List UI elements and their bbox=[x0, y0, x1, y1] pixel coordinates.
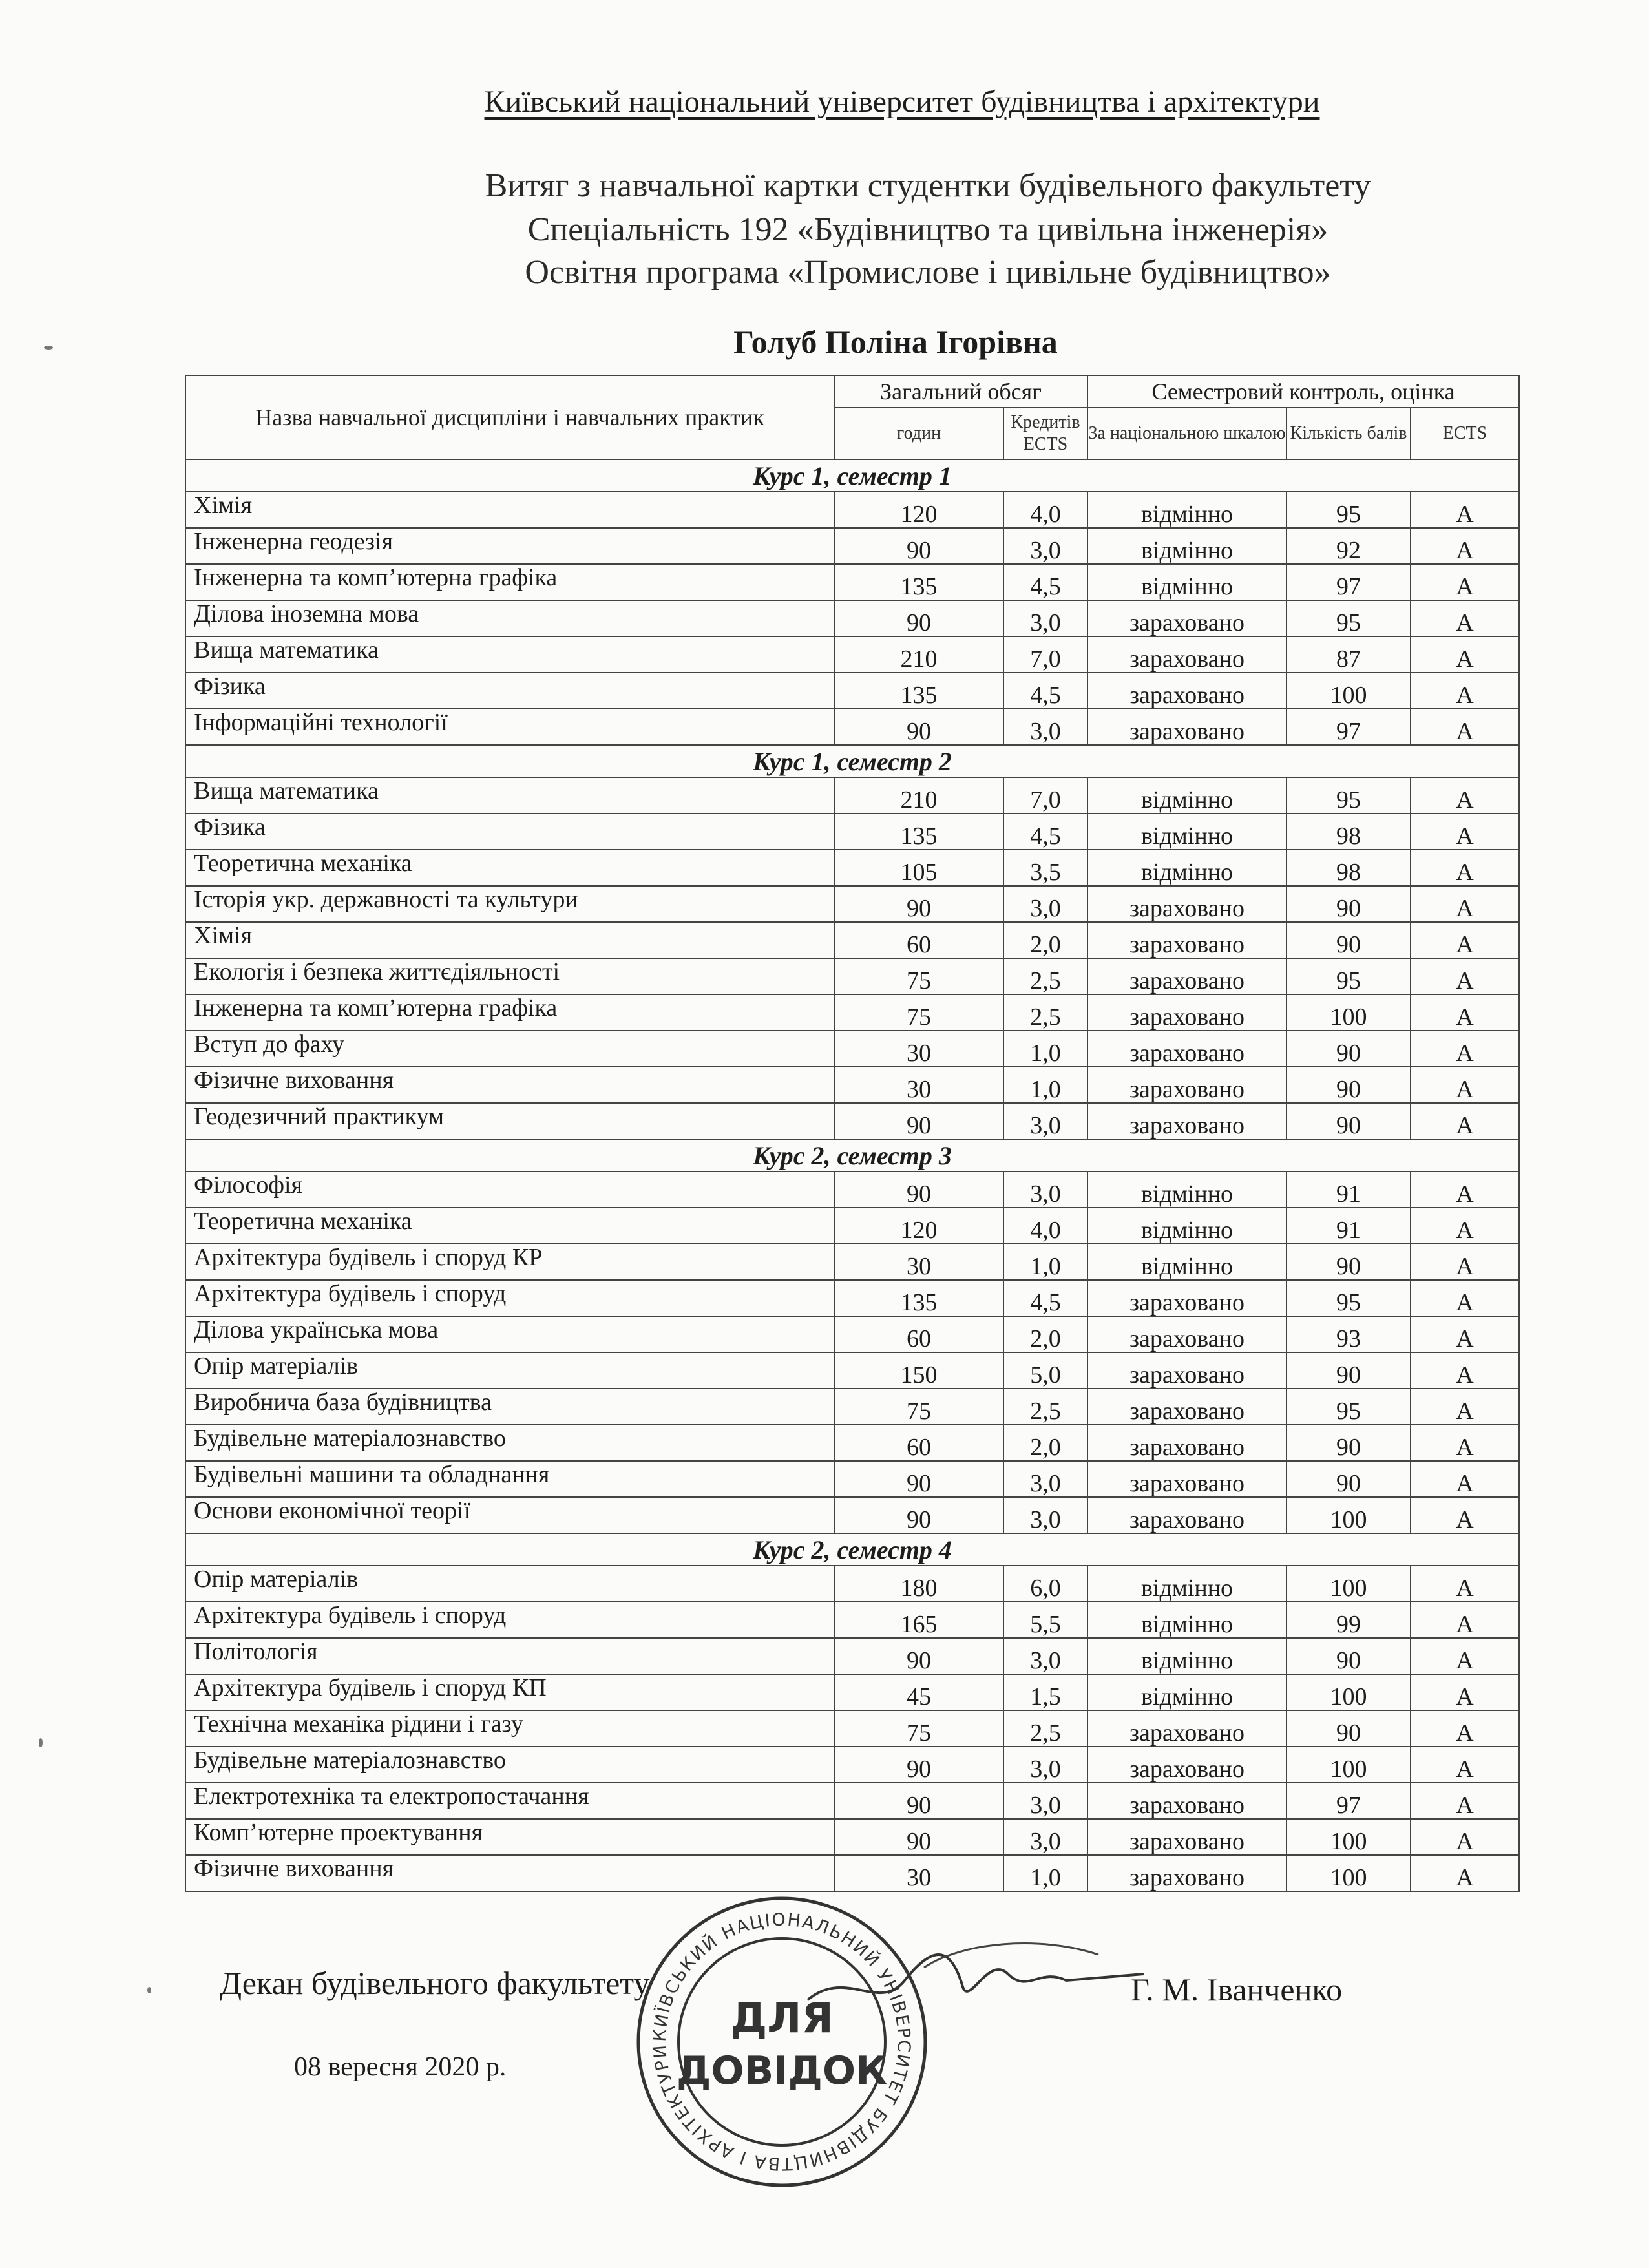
table-row bbox=[185, 1352, 1519, 1389]
points-cell: 90 bbox=[1287, 1103, 1411, 1139]
semester-header-row bbox=[185, 745, 1519, 777]
credits-cell: 4,5 bbox=[1003, 1280, 1087, 1316]
credits-cell: 1,0 bbox=[1003, 1067, 1087, 1103]
points-cell: 90 bbox=[1287, 1461, 1411, 1497]
national-grade-cell: зараховано bbox=[1087, 1425, 1287, 1461]
ects-grade-cell: A bbox=[1411, 1280, 1519, 1316]
hours-cell: 90 bbox=[834, 709, 1003, 745]
hours-cell: 90 bbox=[834, 1819, 1003, 1855]
table-row bbox=[185, 709, 1519, 745]
points-cell: 100 bbox=[1287, 1747, 1411, 1783]
table-row bbox=[185, 1103, 1519, 1139]
ects-grade-cell: A bbox=[1411, 1783, 1519, 1819]
table-row bbox=[185, 1031, 1519, 1067]
points-cell: 90 bbox=[1287, 1031, 1411, 1067]
national-grade-cell: відмінно bbox=[1087, 492, 1287, 528]
scan-speck bbox=[39, 1738, 43, 1747]
discipline-name: Фізика bbox=[185, 673, 834, 709]
ects-grade-cell: A bbox=[1411, 1425, 1519, 1461]
discipline-name: Фізичне виховання bbox=[185, 1855, 834, 1891]
table-row bbox=[185, 528, 1519, 564]
credits-cell: 3,0 bbox=[1003, 1819, 1087, 1855]
ects-grade-cell: A bbox=[1411, 1103, 1519, 1139]
ects-grade-cell: A bbox=[1411, 636, 1519, 673]
hours-cell: 90 bbox=[834, 600, 1003, 636]
national-grade-cell: відмінно bbox=[1087, 1638, 1287, 1674]
discipline-name: Архітектура будівель і споруд КП bbox=[185, 1674, 834, 1710]
table-row bbox=[185, 1566, 1519, 1602]
credits-cell: 5,0 bbox=[1003, 1352, 1087, 1389]
points-cell: 100 bbox=[1287, 994, 1411, 1031]
ects-grade-cell: A bbox=[1411, 1244, 1519, 1280]
points-cell: 100 bbox=[1287, 1855, 1411, 1891]
hours-cell: 90 bbox=[834, 1461, 1003, 1497]
ects-grade-cell: A bbox=[1411, 850, 1519, 886]
student-name: Голуб Поліна Ігорівна bbox=[733, 324, 1058, 360]
national-grade-cell: відмінно bbox=[1087, 1566, 1287, 1602]
points-cell: 90 bbox=[1287, 886, 1411, 922]
points-cell: 93 bbox=[1287, 1316, 1411, 1352]
hours-cell: 90 bbox=[834, 1747, 1003, 1783]
discipline-name: Інженерна геодезія bbox=[185, 528, 834, 564]
credits-cell: 3,0 bbox=[1003, 886, 1087, 922]
hours-cell: 210 bbox=[834, 777, 1003, 814]
hours-cell: 90 bbox=[834, 528, 1003, 564]
national-grade-cell: відмінно bbox=[1087, 814, 1287, 850]
grades-table bbox=[185, 375, 1520, 1892]
points-cell: 92 bbox=[1287, 528, 1411, 564]
credits-cell: 4,0 bbox=[1003, 492, 1087, 528]
national-grade-cell: відмінно bbox=[1087, 850, 1287, 886]
ects-grade-cell: A bbox=[1411, 1171, 1519, 1208]
points-cell: 90 bbox=[1287, 1067, 1411, 1103]
header-points: Кількість балів bbox=[1287, 408, 1411, 459]
table-row bbox=[185, 958, 1519, 994]
credits-cell: 2,5 bbox=[1003, 1389, 1087, 1425]
national-grade-cell: зараховано bbox=[1087, 1031, 1287, 1067]
hours-cell: 75 bbox=[834, 1389, 1003, 1425]
ects-grade-cell: A bbox=[1411, 564, 1519, 600]
ects-grade-cell: A bbox=[1411, 600, 1519, 636]
credits-cell: 3,0 bbox=[1003, 709, 1087, 745]
discipline-name: Будівельні машини та обладнання bbox=[185, 1461, 834, 1497]
points-cell: 90 bbox=[1287, 1352, 1411, 1389]
semester-header-row bbox=[185, 459, 1519, 492]
table-row bbox=[185, 1389, 1519, 1425]
table-row bbox=[185, 994, 1519, 1031]
national-grade-cell: зараховано bbox=[1087, 709, 1287, 745]
discipline-name: Архітектура будівель і споруд КР bbox=[185, 1244, 834, 1280]
ects-grade-cell: A bbox=[1411, 492, 1519, 528]
discipline-name: Фізика bbox=[185, 814, 834, 850]
national-grade-cell: зараховано bbox=[1087, 1352, 1287, 1389]
national-grade-cell: зараховано bbox=[1087, 600, 1287, 636]
points-cell: 90 bbox=[1287, 1710, 1411, 1747]
national-grade-cell: зараховано bbox=[1087, 958, 1287, 994]
national-grade-cell: зараховано bbox=[1087, 1389, 1287, 1425]
points-cell: 91 bbox=[1287, 1171, 1411, 1208]
discipline-name: Політологія bbox=[185, 1638, 834, 1674]
points-cell: 97 bbox=[1287, 564, 1411, 600]
points-cell: 90 bbox=[1287, 1638, 1411, 1674]
dean-title: Декан будівельного факультету bbox=[220, 1965, 650, 2001]
table-row bbox=[185, 1244, 1519, 1280]
hours-cell: 60 bbox=[834, 1316, 1003, 1352]
ects-grade-cell: A bbox=[1411, 1352, 1519, 1389]
hours-cell: 75 bbox=[834, 994, 1003, 1031]
ects-grade-cell: A bbox=[1411, 709, 1519, 745]
discipline-name: Ділова українська мова bbox=[185, 1316, 834, 1352]
credits-cell: 3,0 bbox=[1003, 1747, 1087, 1783]
table-row bbox=[185, 673, 1519, 709]
table-row bbox=[185, 1783, 1519, 1819]
hours-cell: 90 bbox=[834, 1638, 1003, 1674]
discipline-name: Архітектура будівель і споруд bbox=[185, 1280, 834, 1316]
header-credits: Кредитів ECTS bbox=[1003, 408, 1087, 459]
semester-header-row bbox=[185, 1533, 1519, 1566]
hours-cell: 90 bbox=[834, 1497, 1003, 1533]
extract-title: Витяг з навчальної картки студентки будівельного факультету bbox=[485, 167, 1371, 204]
table-row bbox=[185, 1067, 1519, 1103]
hours-cell: 30 bbox=[834, 1031, 1003, 1067]
ects-grade-cell: A bbox=[1411, 1461, 1519, 1497]
national-grade-cell: відмінно bbox=[1087, 1208, 1287, 1244]
national-grade-cell: зараховано bbox=[1087, 673, 1287, 709]
university-title: Київський національний університет будівництва і архітектури bbox=[484, 85, 1320, 119]
hours-cell: 90 bbox=[834, 886, 1003, 922]
discipline-name: Інженерна та комп’ютерна графіка bbox=[185, 994, 834, 1031]
points-cell: 100 bbox=[1287, 1819, 1411, 1855]
table-row bbox=[185, 1280, 1519, 1316]
credits-cell: 5,5 bbox=[1003, 1602, 1087, 1638]
hours-cell: 120 bbox=[834, 1208, 1003, 1244]
credits-cell: 3,0 bbox=[1003, 1171, 1087, 1208]
discipline-name: Комп’ютерне проектування bbox=[185, 1819, 834, 1855]
table-row bbox=[185, 777, 1519, 814]
ects-grade-cell: A bbox=[1411, 814, 1519, 850]
discipline-name: Вища математика bbox=[185, 777, 834, 814]
discipline-name: Теоретична механіка bbox=[185, 1208, 834, 1244]
points-cell: 91 bbox=[1287, 1208, 1411, 1244]
national-grade-cell: відмінно bbox=[1087, 528, 1287, 564]
credits-cell: 3,5 bbox=[1003, 850, 1087, 886]
national-grade-cell: відмінно bbox=[1087, 1244, 1287, 1280]
ects-grade-cell: A bbox=[1411, 1674, 1519, 1710]
points-cell: 90 bbox=[1287, 1425, 1411, 1461]
header-hours: годин bbox=[834, 408, 1003, 459]
national-grade-cell: зараховано bbox=[1087, 1783, 1287, 1819]
credits-cell: 1,0 bbox=[1003, 1244, 1087, 1280]
hours-cell: 180 bbox=[834, 1566, 1003, 1602]
hours-cell: 150 bbox=[834, 1352, 1003, 1389]
discipline-name: Інженерна та комп’ютерна графіка bbox=[185, 564, 834, 600]
semester-title: Курс 1, семестр 2 bbox=[185, 745, 1519, 777]
table-row bbox=[185, 886, 1519, 922]
credits-cell: 2,5 bbox=[1003, 958, 1087, 994]
discipline-name: Екологія і безпека життєдіяльності bbox=[185, 958, 834, 994]
discipline-name: Основи економічної теорії bbox=[185, 1497, 834, 1533]
table-row bbox=[185, 1638, 1519, 1674]
discipline-name: Опір матеріалів bbox=[185, 1352, 834, 1389]
ects-grade-cell: A bbox=[1411, 994, 1519, 1031]
ects-grade-cell: A bbox=[1411, 886, 1519, 922]
ects-grade-cell: A bbox=[1411, 1819, 1519, 1855]
points-cell: 100 bbox=[1287, 1497, 1411, 1533]
table-row bbox=[185, 1171, 1519, 1208]
national-grade-cell: зараховано bbox=[1087, 922, 1287, 958]
points-cell: 87 bbox=[1287, 636, 1411, 673]
ects-grade-cell: A bbox=[1411, 1316, 1519, 1352]
national-grade-cell: зараховано bbox=[1087, 1280, 1287, 1316]
table-row bbox=[185, 814, 1519, 850]
credits-cell: 3,0 bbox=[1003, 1103, 1087, 1139]
points-cell: 90 bbox=[1287, 1244, 1411, 1280]
points-cell: 95 bbox=[1287, 1280, 1411, 1316]
semester-title: Курс 1, семестр 1 bbox=[185, 459, 1519, 492]
national-grade-cell: зараховано bbox=[1087, 1747, 1287, 1783]
credits-cell: 2,0 bbox=[1003, 1425, 1087, 1461]
table-row bbox=[185, 1674, 1519, 1710]
hours-cell: 30 bbox=[834, 1067, 1003, 1103]
credits-cell: 6,0 bbox=[1003, 1566, 1087, 1602]
national-grade-cell: зараховано bbox=[1087, 1497, 1287, 1533]
semester-title: Курс 2, семестр 3 bbox=[185, 1139, 1519, 1171]
points-cell: 95 bbox=[1287, 1389, 1411, 1425]
ects-grade-cell: A bbox=[1411, 1031, 1519, 1067]
hours-cell: 135 bbox=[834, 673, 1003, 709]
table-row bbox=[185, 1425, 1519, 1461]
ects-grade-cell: A bbox=[1411, 1389, 1519, 1425]
scan-speck bbox=[44, 346, 53, 350]
national-grade-cell: відмінно bbox=[1087, 1602, 1287, 1638]
points-cell: 95 bbox=[1287, 600, 1411, 636]
ects-grade-cell: A bbox=[1411, 1566, 1519, 1602]
hours-cell: 45 bbox=[834, 1674, 1003, 1710]
header-total-volume: Загальний обсяг bbox=[834, 375, 1087, 408]
hours-cell: 30 bbox=[834, 1855, 1003, 1891]
national-grade-cell: зараховано bbox=[1087, 1067, 1287, 1103]
ects-grade-cell: A bbox=[1411, 1497, 1519, 1533]
hours-cell: 60 bbox=[834, 1425, 1003, 1461]
semester-header-row bbox=[185, 1139, 1519, 1171]
table-row bbox=[185, 636, 1519, 673]
hours-cell: 135 bbox=[834, 1280, 1003, 1316]
ects-grade-cell: A bbox=[1411, 1747, 1519, 1783]
points-cell: 95 bbox=[1287, 492, 1411, 528]
table-row bbox=[185, 564, 1519, 600]
credits-cell: 1,5 bbox=[1003, 1674, 1087, 1710]
ects-grade-cell: A bbox=[1411, 1638, 1519, 1674]
program-line: Освітня програма «Промислове і цивільне будівництво» bbox=[525, 254, 1331, 291]
national-grade-cell: зараховано bbox=[1087, 1855, 1287, 1891]
discipline-name: Виробнича база будівництва bbox=[185, 1389, 834, 1425]
discipline-name: Вища математика bbox=[185, 636, 834, 673]
table-row bbox=[185, 1461, 1519, 1497]
discipline-name: Філософія bbox=[185, 1171, 834, 1208]
credits-cell: 3,0 bbox=[1003, 528, 1087, 564]
points-cell: 99 bbox=[1287, 1602, 1411, 1638]
hours-cell: 210 bbox=[834, 636, 1003, 673]
header-national-scale: За національною шкалою bbox=[1087, 408, 1287, 459]
discipline-name: Хімія bbox=[185, 492, 834, 528]
national-grade-cell: відмінно bbox=[1087, 1171, 1287, 1208]
national-grade-cell: зараховано bbox=[1087, 1819, 1287, 1855]
discipline-name: Історія укр. державності та культури bbox=[185, 886, 834, 922]
points-cell: 98 bbox=[1287, 814, 1411, 850]
stamp-line1: ДЛЯ bbox=[730, 1995, 834, 2042]
points-cell: 90 bbox=[1287, 922, 1411, 958]
table-row bbox=[185, 1208, 1519, 1244]
discipline-name: Інформаційні технології bbox=[185, 709, 834, 745]
table-row bbox=[185, 1602, 1519, 1638]
table-row bbox=[185, 1747, 1519, 1783]
credits-cell: 4,5 bbox=[1003, 564, 1087, 600]
credits-cell: 3,0 bbox=[1003, 1783, 1087, 1819]
discipline-name: Теоретична механіка bbox=[185, 850, 834, 886]
semester-title: Курс 2, семестр 4 bbox=[185, 1533, 1519, 1566]
grades-body bbox=[185, 459, 1519, 1891]
credits-cell: 7,0 bbox=[1003, 636, 1087, 673]
document-date: 08 вересня 2020 р. bbox=[294, 2052, 507, 2082]
discipline-name: Архітектура будівель і споруд bbox=[185, 1602, 834, 1638]
table-row bbox=[185, 492, 1519, 528]
discipline-name: Технічна механіка рідини і газу bbox=[185, 1710, 834, 1747]
national-grade-cell: відмінно bbox=[1087, 1674, 1287, 1710]
points-cell: 100 bbox=[1287, 1566, 1411, 1602]
hours-cell: 105 bbox=[834, 850, 1003, 886]
hours-cell: 135 bbox=[834, 564, 1003, 600]
national-grade-cell: відмінно bbox=[1087, 777, 1287, 814]
ects-grade-cell: A bbox=[1411, 958, 1519, 994]
points-cell: 98 bbox=[1287, 850, 1411, 886]
table-row bbox=[185, 1819, 1519, 1855]
table-row bbox=[185, 1316, 1519, 1352]
credits-cell: 2,5 bbox=[1003, 994, 1087, 1031]
national-grade-cell: зараховано bbox=[1087, 1103, 1287, 1139]
credits-cell: 7,0 bbox=[1003, 777, 1087, 814]
national-grade-cell: зараховано bbox=[1087, 636, 1287, 673]
credits-cell: 1,0 bbox=[1003, 1031, 1087, 1067]
hours-cell: 90 bbox=[834, 1103, 1003, 1139]
hours-cell: 165 bbox=[834, 1602, 1003, 1638]
discipline-name: Будівельне матеріалознавство bbox=[185, 1747, 834, 1783]
hours-cell: 120 bbox=[834, 492, 1003, 528]
header-discipline: Назва навчальної дисципліни і навчальних практик bbox=[185, 375, 834, 459]
table-row bbox=[185, 850, 1519, 886]
university-stamp bbox=[633, 1893, 930, 2190]
credits-cell: 4,5 bbox=[1003, 673, 1087, 709]
discipline-name: Електротехніка та електропостачання bbox=[185, 1783, 834, 1819]
table-row bbox=[185, 922, 1519, 958]
hours-cell: 75 bbox=[834, 958, 1003, 994]
table-row bbox=[185, 1710, 1519, 1747]
discipline-name: Хімія bbox=[185, 922, 834, 958]
credits-cell: 2,0 bbox=[1003, 922, 1087, 958]
ects-grade-cell: A bbox=[1411, 1710, 1519, 1747]
ects-grade-cell: A bbox=[1411, 777, 1519, 814]
points-cell: 97 bbox=[1287, 709, 1411, 745]
hours-cell: 135 bbox=[834, 814, 1003, 850]
ects-grade-cell: A bbox=[1411, 1208, 1519, 1244]
ects-grade-cell: A bbox=[1411, 1602, 1519, 1638]
header-semester-control: Семестровий контроль, оцінка bbox=[1087, 375, 1519, 408]
scan-speck bbox=[147, 1987, 151, 1993]
national-grade-cell: зараховано bbox=[1087, 886, 1287, 922]
table-row bbox=[185, 600, 1519, 636]
table-row bbox=[185, 1497, 1519, 1533]
national-grade-cell: відмінно bbox=[1087, 564, 1287, 600]
stamp-ring-text: КИЇВСЬКИЙ НАЦІОНАЛЬНИЙ УНІВЕРСИТЕТ БУДІВНИЦТВА І АРХІТЕКТУРИ bbox=[649, 1909, 914, 2174]
ects-grade-cell: A bbox=[1411, 1855, 1519, 1891]
points-cell: 97 bbox=[1287, 1783, 1411, 1819]
credits-cell: 4,0 bbox=[1003, 1208, 1087, 1244]
credits-cell: 3,0 bbox=[1003, 1461, 1087, 1497]
credits-cell: 3,0 bbox=[1003, 1497, 1087, 1533]
ects-grade-cell: A bbox=[1411, 528, 1519, 564]
national-grade-cell: зараховано bbox=[1087, 1710, 1287, 1747]
national-grade-cell: зараховано bbox=[1087, 994, 1287, 1031]
discipline-name: Будівельне матеріалознавство bbox=[185, 1425, 834, 1461]
discipline-name: Опір матеріалів bbox=[185, 1566, 834, 1602]
credits-cell: 3,0 bbox=[1003, 1638, 1087, 1674]
points-cell: 95 bbox=[1287, 777, 1411, 814]
hours-cell: 90 bbox=[834, 1171, 1003, 1208]
national-grade-cell: зараховано bbox=[1087, 1316, 1287, 1352]
points-cell: 95 bbox=[1287, 958, 1411, 994]
discipline-name: Геодезичний практикум bbox=[185, 1103, 834, 1139]
table-row bbox=[185, 1855, 1519, 1891]
specialty-line: Спеціальність 192 «Будівництво та цивільна інженерія» bbox=[527, 211, 1329, 248]
discipline-name: Ділова іноземна мова bbox=[185, 600, 834, 636]
national-grade-cell: зараховано bbox=[1087, 1461, 1287, 1497]
hours-cell: 90 bbox=[834, 1783, 1003, 1819]
hours-cell: 60 bbox=[834, 922, 1003, 958]
credits-cell: 3,0 bbox=[1003, 600, 1087, 636]
header-ects: ECTS bbox=[1411, 408, 1519, 459]
dean-name: Г. М. Іванченко bbox=[1131, 1971, 1343, 2008]
hours-cell: 30 bbox=[834, 1244, 1003, 1280]
credits-cell: 2,5 bbox=[1003, 1710, 1087, 1747]
points-cell: 100 bbox=[1287, 1674, 1411, 1710]
discipline-name: Фізичне виховання bbox=[185, 1067, 834, 1103]
ects-grade-cell: A bbox=[1411, 1067, 1519, 1103]
credits-cell: 1,0 bbox=[1003, 1855, 1087, 1891]
hours-cell: 75 bbox=[834, 1710, 1003, 1747]
stamp-line2: ДОВІДОК bbox=[677, 2048, 887, 2094]
discipline-name: Вступ до фаху bbox=[185, 1031, 834, 1067]
ects-grade-cell: A bbox=[1411, 922, 1519, 958]
points-cell: 100 bbox=[1287, 673, 1411, 709]
credits-cell: 2,0 bbox=[1003, 1316, 1087, 1352]
ects-grade-cell: A bbox=[1411, 673, 1519, 709]
credits-cell: 4,5 bbox=[1003, 814, 1087, 850]
